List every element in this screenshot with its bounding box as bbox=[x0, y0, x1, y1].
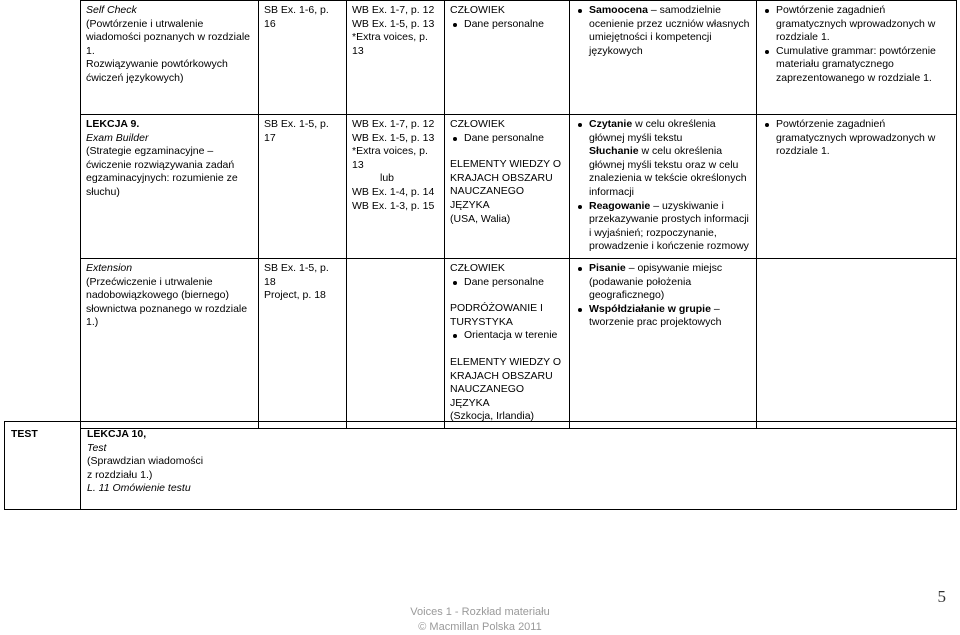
skill-text: – opisywanie miejsc (podawanie położenia geograficznego) bbox=[589, 261, 723, 302]
skill-item bbox=[575, 303, 751, 330]
test-description: (Sprawdzian wiadomości bbox=[87, 455, 204, 468]
lesson-title: LEKCJA 9. bbox=[86, 118, 140, 130]
skill-item bbox=[575, 262, 751, 303]
sb-exercises-cell bbox=[259, 1, 347, 115]
exercise-ref: WB Ex. 1-3, p. 15 bbox=[352, 199, 435, 212]
lesson-title: Self Check bbox=[86, 4, 137, 16]
skill-name: Współdziałanie w grupie bbox=[589, 302, 711, 315]
table-row bbox=[81, 258, 957, 428]
test-label-cell bbox=[5, 422, 81, 510]
exercise-ref: SB Ex. 1-5, p. 17 bbox=[264, 118, 329, 144]
skills-cell bbox=[570, 1, 757, 115]
sb-exercises-cell bbox=[259, 115, 347, 259]
skill-text: – uzyskiwanie i przekazywanie prostych informacji i wyjaśnień; rozpoczynanie, prowadzenie i kończenie rozmowy bbox=[589, 199, 749, 253]
lesson-cell bbox=[81, 115, 259, 259]
lesson-description: (Przećwiczenie i utrwalenie nadobowiązkowego (biernego) słownictwa poznanego w rozdziale 1.) bbox=[86, 275, 248, 329]
skill-item bbox=[575, 4, 751, 58]
topic-cell bbox=[445, 1, 570, 115]
test-lesson: LEKCJA 10, bbox=[87, 428, 147, 440]
table-row bbox=[81, 1, 957, 115]
lesson-title: Extension bbox=[86, 261, 133, 274]
wb-exercises-cell bbox=[347, 115, 445, 259]
table-row bbox=[81, 115, 957, 259]
topic-note: (Szkocja, Irlandia) bbox=[450, 410, 535, 423]
exercise-or: lub bbox=[380, 172, 395, 185]
skill-text: w celu określenia głównej myśli tekstu oraz w celu znalezienia w tekście określonych informacji bbox=[589, 145, 747, 198]
test-table bbox=[4, 421, 957, 510]
skill-text: – tworzenie prac projektowych bbox=[589, 302, 722, 329]
skill-name: Reagowanie bbox=[589, 199, 651, 212]
topic-heading: ELEMENTY WIEDZY O KRAJACH OBSZARU NAUCZANEGO JĘZYKA bbox=[450, 355, 562, 409]
lesson-description: Rozwiązywanie powtórkowych ćwiczeń językowych) bbox=[86, 58, 228, 84]
skill-name: Pisanie bbox=[589, 261, 626, 274]
test-content-cell bbox=[81, 422, 957, 510]
lesson-cell bbox=[81, 1, 259, 115]
footer-copyright: © Macmillan Polska 2011 bbox=[418, 621, 542, 633]
exercise-ref: *Extra voices, p. 13 bbox=[352, 31, 428, 57]
skills-cell bbox=[570, 258, 757, 428]
exercise-ref: Project, p. 18 bbox=[264, 289, 326, 302]
exercise-ref: WB Ex. 1-4, p. 14 bbox=[352, 185, 435, 198]
grammar-cell bbox=[757, 115, 957, 259]
skill-text: – samodzielnie ocenienie przez uczniów własnych umiejętności i kompetencji językowych bbox=[589, 4, 750, 57]
lesson-cell bbox=[81, 258, 259, 428]
topic-cell bbox=[445, 115, 570, 259]
test-label: TEST bbox=[11, 428, 38, 440]
topic-heading: ELEMENTY WIEDZY O KRAJACH OBSZARU NAUCZANEGO JĘZYKA bbox=[450, 158, 562, 211]
grammar-item: Powtórzenie zagadnień gramatycznych wprowadzonych w rozdziale 1. bbox=[762, 118, 951, 159]
topic-item: Orientacja w terenie bbox=[450, 329, 564, 343]
test-description: z rozdziału 1.) bbox=[87, 468, 153, 481]
skill-item bbox=[575, 118, 751, 200]
footer-title: Voices 1 - Rozkład materiału bbox=[410, 606, 550, 618]
topic-note: (USA, Walia) bbox=[450, 212, 511, 225]
skill-item bbox=[575, 200, 751, 254]
lesson-subtitle: Exam Builder bbox=[86, 131, 149, 144]
exercise-ref: SB Ex. 1-6, p. 16 bbox=[264, 4, 329, 30]
exercise-ref: WB Ex. 1-7, p. 12 bbox=[352, 4, 435, 16]
exercise-ref: WB Ex. 1-5, p. 13 bbox=[352, 17, 435, 30]
sb-exercises-cell bbox=[259, 258, 347, 428]
lesson-description: (Powtórzenie i utrwalenie wiadomości poznanych w rozdziale 1. bbox=[86, 17, 250, 57]
exercise-ref: WB Ex. 1-5, p. 13 bbox=[352, 131, 435, 144]
skill-name: Słuchanie bbox=[589, 145, 639, 158]
test-word: Test bbox=[87, 441, 107, 454]
topic-heading: CZŁOWIEK bbox=[450, 4, 505, 16]
table-row bbox=[5, 422, 957, 510]
topic-heading: PODRÓŻOWANIE I TURYSTYKA bbox=[450, 302, 543, 328]
skill-name: Samoocena bbox=[589, 4, 648, 16]
exercise-ref: WB Ex. 1-7, p. 12 bbox=[352, 118, 435, 130]
page-number: 5 bbox=[937, 587, 946, 606]
lesson-plan-table bbox=[80, 0, 957, 429]
test-review: L. 11 Omówienie testu bbox=[87, 482, 191, 495]
topic-heading: CZŁOWIEK bbox=[450, 118, 505, 130]
topic-heading: CZŁOWIEK bbox=[450, 261, 505, 274]
topic-item: Dane personalne bbox=[450, 276, 564, 290]
exercise-ref: SB Ex. 1-5, p. 18 bbox=[264, 261, 329, 288]
wb-exercises-cell bbox=[347, 258, 445, 428]
exercise-ref: *Extra voices, p. 13 bbox=[352, 145, 428, 171]
grammar-item: Cumulative grammar: powtórzenie materiału gramatycznego zaprezentowanego w rozdziale 1. bbox=[762, 45, 951, 86]
grammar-cell bbox=[757, 1, 957, 115]
grammar-item: Powtórzenie zagadnień gramatycznych wprowadzonych w rozdziale 1. bbox=[762, 4, 951, 45]
topic-item: Dane personalne bbox=[450, 132, 564, 146]
lesson-description: (Strategie egzaminacyjne – ćwiczenie rozwiązywania zadań egzaminacyjnych: rozumienie ze słuchu) bbox=[86, 145, 238, 198]
topic-item: Dane personalne bbox=[450, 18, 564, 32]
wb-exercises-cell bbox=[347, 1, 445, 115]
skill-text: w celu określenia głównej myśli tekstu bbox=[589, 118, 716, 144]
topic-cell bbox=[445, 258, 570, 428]
skills-cell bbox=[570, 115, 757, 259]
grammar-cell bbox=[757, 258, 957, 428]
skill-name: Czytanie bbox=[589, 118, 633, 130]
